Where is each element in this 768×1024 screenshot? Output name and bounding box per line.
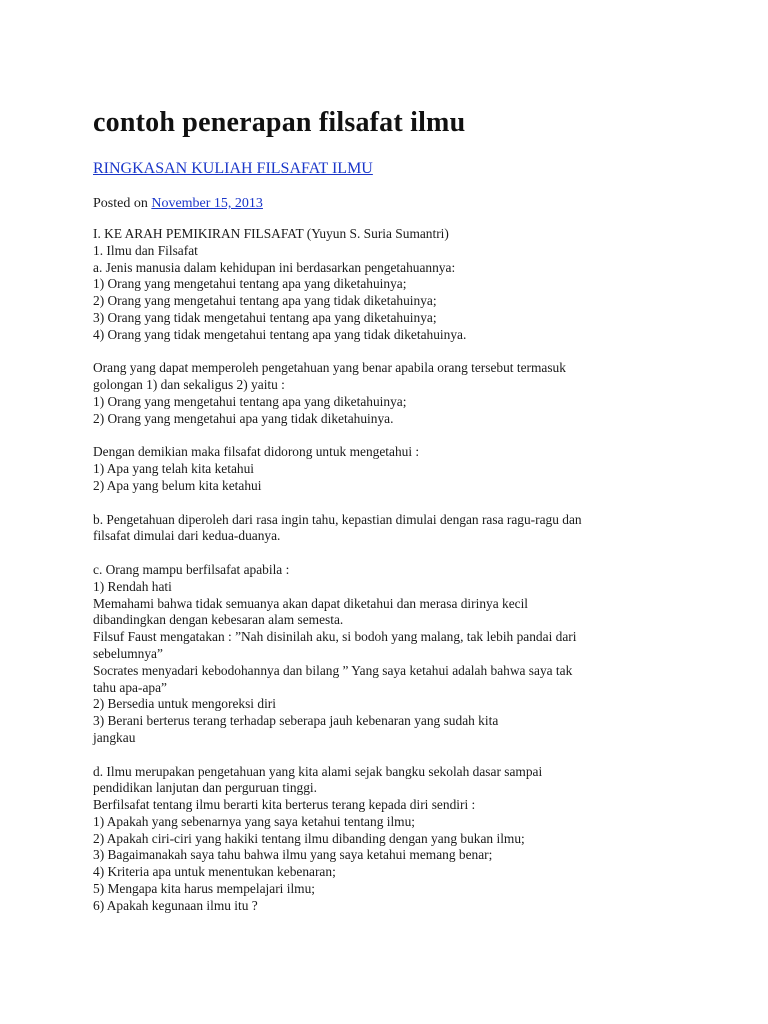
body-text-line: 5) Mengapa kita harus mempelajari ilmu;	[93, 881, 315, 897]
body-text-line: 6) Apakah kegunaan ilmu itu ?	[93, 897, 258, 913]
body-text-line: 2) Orang yang mengetahui tentang apa yang tidak diketahuinya;	[93, 293, 437, 309]
body-text-line: golongan 1) dan sekaligus 2) yaitu :	[93, 377, 285, 393]
paragraph-gap	[93, 495, 693, 512]
body-text-line: pendidikan lanjutan dan perguruan tinggi.	[93, 780, 317, 796]
body-text-line: tahu apa-apa”	[93, 679, 167, 695]
body-text-line: 1. Ilmu dan Filsafat	[93, 242, 198, 258]
body-text-line: b. Pengetahuan diperoleh dari rasa ingin tahu, kepastian dimulai dengan rasa ragu-ragu dan	[93, 511, 582, 527]
body-text-line: Memahami bahwa tidak semuanya akan dapat diketahui dan merasa dirinya kecil	[93, 595, 529, 611]
body-text-line: 2) Orang yang mengetahui apa yang tidak diketahuinya.	[93, 410, 394, 426]
paragraph-gap	[93, 344, 693, 361]
body-text-line: sebelumnya”	[93, 645, 163, 661]
body-text-line: filsafat dimulai dari kedua-duanya.	[93, 528, 281, 544]
body-text-line: 1) Orang yang mengetahui tentang apa yang diketahuinya;	[93, 393, 407, 409]
body-text-line: d. Ilmu merupakan pengetahuan yang kita alami sejak bangku sekolah dasar sampai	[93, 763, 543, 779]
posted-date-link[interactable]: November 15, 2013	[151, 196, 263, 211]
body-text-line: 1) Apakah yang sebenarnya yang saya ketahui tentang ilmu;	[93, 813, 416, 829]
body-text-line: 2) Apa yang belum kita ketahui	[93, 477, 262, 493]
article-body	[93, 226, 693, 915]
body-text-line: 2) Apakah ciri-ciri yang hakiki tentang ilmu dibanding dengan yang bukan ilmu;	[93, 830, 525, 846]
body-text-line: 3) Orang yang tidak mengetahui tentang apa yang diketahuinya;	[93, 309, 437, 325]
body-text-line: dibandingkan dengan kebesaran alam semesta.	[93, 612, 344, 628]
body-text-line: Orang yang dapat memperoleh pengetahuan yang benar apabila orang tersebut termasuk	[93, 360, 566, 376]
article-heading-link[interactable]: RINGKASAN KULIAH FILSAFAT ILMU	[93, 160, 373, 177]
body-text-line: Berfilsafat tentang ilmu berarti kita berterus terang kepada diri sendiri :	[93, 797, 476, 813]
body-text-line: 3) Bagaimanakah saya tahu bahwa ilmu yang saya ketahui memang benar;	[93, 847, 493, 863]
body-text-line: 3) Berani berterus terang terhadap seberapa jauh kebenaran yang sudah kita	[93, 713, 499, 729]
paragraph-gap	[93, 428, 693, 445]
body-text-line: 1) Rendah hati	[93, 578, 172, 594]
body-text-line: I. KE ARAH PEMIKIRAN FILSAFAT (Yuyun S. Suria Sumantri)	[93, 226, 449, 241]
body-text-line: a. Jenis manusia dalam kehidupan ini berdasarkan pengetahuannya:	[93, 259, 456, 275]
body-text-line: jangkau	[93, 729, 136, 745]
paragraph-gap	[93, 545, 693, 562]
document-page	[93, 104, 693, 915]
body-text-line: Socrates menyadari kebodohannya dan bilang ” Yang saya ketahui adalah bahwa saya tak	[93, 662, 573, 678]
body-text-line: 2) Bersedia untuk mengoreksi diri	[93, 696, 276, 712]
page-title: contoh penerapan filsafat ilmu	[93, 107, 466, 138]
paragraph-gap	[93, 747, 693, 764]
body-text-line: Dengan demikian maka filsafat didorong untuk mengetahui :	[93, 444, 420, 460]
posted-prefix: Posted on	[93, 196, 148, 211]
body-text-line: 4) Kriteria apa untuk menentukan kebenaran;	[93, 864, 336, 880]
post-meta	[93, 194, 693, 214]
body-text-line: 1) Orang yang mengetahui tentang apa yang diketahuinya;	[93, 276, 407, 292]
body-text-line: c. Orang mampu berfilsafat apabila :	[93, 561, 290, 577]
body-text-line: 1) Apa yang telah kita ketahui	[93, 461, 255, 477]
body-text-line: 4) Orang yang tidak mengetahui tentang apa yang tidak diketahuinya.	[93, 326, 467, 342]
body-text-line: Filsuf Faust mengatakan : ”Nah disinilah aku, si bodoh yang malang, tak lebih pandai dari	[93, 629, 577, 645]
